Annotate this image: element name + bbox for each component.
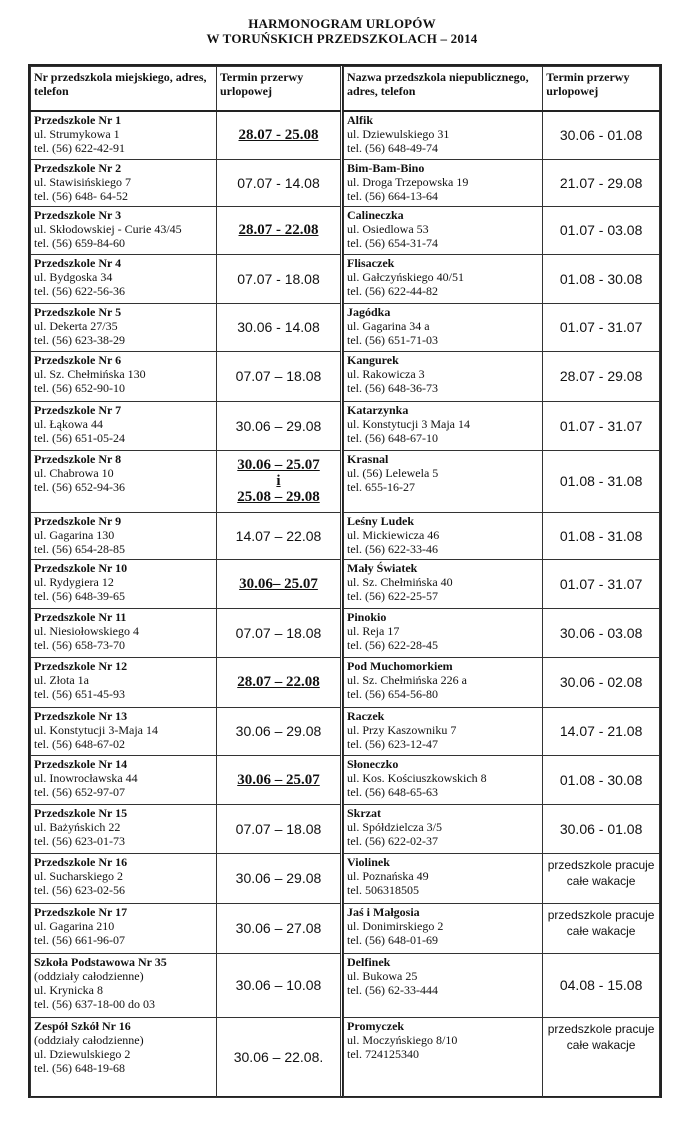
vacation-term-text: 07.07 - 14.08	[237, 174, 320, 191]
kindergarten-info-cell	[31, 159, 217, 206]
kindergarten-name: Violinek	[347, 854, 390, 869]
kindergarten-detail-line: tel. (56) 654-56-80	[347, 686, 438, 701]
kindergarten-info-cell	[344, 1017, 543, 1097]
kindergarten-name: Calineczka	[347, 207, 404, 222]
kindergarten-detail-line: ul. Rydygiera 12	[34, 574, 114, 589]
header-public-name: Nr przedszkola miejskiego, adres, telefon	[31, 67, 217, 112]
vacation-term-cell	[543, 111, 660, 159]
kindergarten-info-cell	[344, 804, 543, 853]
kindergarten-name: Przedszkole Nr 1	[34, 113, 122, 127]
table-row	[31, 953, 341, 1017]
kindergarten-detail-line: ul. Sucharskiego 2	[34, 868, 123, 883]
kindergarten-info-cell	[344, 559, 543, 608]
kindergarten-detail-line: ul. Reja 17	[347, 623, 400, 638]
kindergarten-info-cell	[31, 206, 217, 254]
kindergarten-detail-line: ul. Rakowicza 3	[347, 366, 425, 381]
kindergarten-detail-line: tel. 506318505	[347, 882, 419, 897]
vacation-term-text: przedszkole pracuje	[547, 1021, 655, 1036]
kindergarten-info-cell	[31, 401, 217, 450]
kindergarten-detail-line: ul. Bażyńskich 22	[34, 819, 121, 834]
kindergarten-info-cell	[344, 303, 543, 351]
table-row	[344, 1017, 660, 1097]
kindergarten-detail-line: tel. (56) 661-96-07	[34, 932, 125, 947]
vacation-term-text: 14.07 – 22.08	[235, 527, 322, 544]
private-kindergartens-table	[343, 66, 660, 1098]
vacation-term-text: 30.06 - 01.08	[559, 820, 643, 837]
table-row	[344, 559, 660, 608]
vacation-term-cell	[217, 853, 341, 903]
vacation-term-cell	[543, 608, 660, 657]
vacation-term-text: przedszkole pracuje	[547, 857, 655, 872]
table-row	[344, 111, 660, 159]
vacation-term-cell	[217, 206, 341, 254]
kindergarten-info-cell	[31, 450, 217, 512]
table-row	[344, 159, 660, 206]
kindergarten-detail-line: ul. Kos. Kościuszkowskich 8	[347, 770, 487, 785]
table-row	[344, 853, 660, 903]
vacation-term-cell	[217, 559, 341, 608]
kindergarten-detail-line: tel. 724125340	[347, 1046, 419, 1061]
kindergarten-detail-line: ul. Gagarina 34 a	[347, 318, 430, 333]
kindergarten-info-cell	[344, 755, 543, 804]
kindergarten-name: Przedszkole Nr 8	[34, 451, 122, 466]
kindergarten-name: Słoneczko	[347, 756, 399, 771]
kindergarten-detail-line: (oddziały całodzienne)	[34, 968, 144, 983]
header-private-name: Nazwa przedszkola niepublicznego, adres, telefon	[344, 67, 543, 112]
table-row	[344, 254, 660, 303]
kindergarten-detail-line: ul. Skłodowskiej - Curie 43/45	[34, 221, 182, 236]
kindergarten-detail-line: ul. Strumykowa 1	[34, 127, 120, 141]
vacation-term-cell	[543, 450, 660, 512]
vacation-term-cell	[217, 608, 341, 657]
vacation-term-cell	[543, 707, 660, 755]
kindergarten-name: Flisaczek	[347, 255, 395, 270]
kindergarten-info-cell	[31, 559, 217, 608]
kindergarten-name: Przedszkole Nr 13	[34, 708, 128, 723]
vacation-term-text: 28.07 - 25.08	[238, 127, 319, 144]
vacation-term-text: 07.07 - 18.08	[237, 270, 320, 287]
kindergarten-info-cell	[344, 608, 543, 657]
kindergarten-detail-line: tel. (56) 623-12-47	[347, 736, 438, 751]
kindergarten-detail-line: ul. Moczyńskiego 8/10	[347, 1032, 458, 1047]
kindergarten-detail-line: tel. (56) 622-33-46	[347, 541, 438, 556]
kindergarten-name: Skrzat	[347, 805, 381, 820]
kindergarten-detail-line: ul. Konstytucji 3 Maja 14	[347, 416, 470, 431]
kindergarten-name: Przedszkole Nr 3	[34, 207, 122, 222]
kindergarten-detail-line: ul. Dziewulskiego 31	[347, 127, 450, 141]
vacation-term-text: całe wakacje	[566, 923, 636, 938]
vacation-term-text: 28.07 - 29.08	[559, 368, 643, 384]
kindergarten-detail-line: ul. Niesiołowskiego 4	[34, 623, 139, 638]
kindergarten-info-cell	[31, 512, 217, 559]
table-header-row	[31, 67, 341, 112]
kindergarten-info-cell	[344, 111, 543, 159]
kindergarten-detail-line: tel. (56) 652-90-10	[34, 380, 125, 395]
kindergarten-detail-line: tel. (56) 652-94-36	[34, 479, 125, 494]
kindergarten-name: Przedszkole Nr 15	[34, 805, 128, 820]
vacation-term-text: 30.06 – 27.08	[235, 920, 322, 936]
vacation-term-cell	[217, 804, 341, 853]
kindergarten-detail-line: tel. (56) 648-65-63	[347, 784, 438, 799]
vacation-term-text: 30.06 – 22.08.	[233, 1049, 324, 1065]
kindergarten-info-cell	[31, 804, 217, 853]
kindergarten-detail-line: tel. (56) 622-56-36	[34, 283, 125, 298]
kindergarten-name: Przedszkole Nr 7	[34, 402, 122, 417]
vacation-term-text: 30.06 - 03.08	[559, 624, 643, 641]
vacation-term-cell	[543, 254, 660, 303]
kindergarten-detail-line: tel. (56) 622-02-37	[347, 833, 438, 848]
table-row	[31, 111, 341, 159]
vacation-term-text: 30.06 – 29.08	[235, 870, 322, 886]
kindergarten-detail-line: tel. (56) 648-36-73	[347, 380, 438, 395]
kindergarten-info-cell	[31, 755, 217, 804]
kindergarten-detail-line: ul. Konstytucji 3-Maja 14	[34, 722, 158, 737]
vacation-term-cell	[543, 1017, 660, 1097]
vacation-term-text: 30.06 – 25.07	[237, 771, 320, 788]
kindergarten-detail-line: ul. Sz. Chełmińska 130	[34, 366, 146, 381]
kindergarten-detail-line: ul. Chabrowa 10	[34, 465, 114, 480]
kindergarten-name: Raczek	[347, 708, 385, 723]
title-line-1: HARMONOGRAM URLOPÓW	[248, 16, 436, 31]
table-row	[344, 608, 660, 657]
kindergarten-detail-line: tel. (56) 623-01-73	[34, 833, 125, 848]
table-row	[344, 206, 660, 254]
kindergarten-name: Kangurek	[347, 352, 399, 367]
vacation-term-text: 01.07 - 03.08	[559, 222, 643, 238]
kindergarten-name: Przedszkole Nr 14	[34, 756, 128, 771]
vacation-term-cell	[217, 707, 341, 755]
kindergarten-name: Jaś i Małgosia	[347, 904, 420, 919]
kindergarten-info-cell	[31, 111, 217, 159]
kindergarten-name: Przedszkole Nr 10	[34, 560, 128, 575]
vacation-term-text: 30.06 - 14.08	[237, 319, 320, 335]
kindergarten-detail-line: (oddziały całodzienne)	[34, 1032, 144, 1047]
kindergarten-detail-line: tel. (56) 648-49-74	[347, 141, 438, 155]
kindergarten-detail-line: tel. 655-16-27	[347, 479, 415, 494]
vacation-term-cell	[543, 903, 660, 953]
vacation-term-cell	[217, 512, 341, 559]
kindergarten-detail-line: ul. Gagarina 130	[34, 527, 115, 542]
vacation-term-text: 04.08 - 15.08	[559, 977, 643, 993]
vacation-term-cell	[543, 401, 660, 450]
kindergarten-detail-line: ul. Łąkowa 44	[34, 416, 103, 431]
table-row	[344, 401, 660, 450]
kindergarten-detail-line: tel. (56) 62-33-444	[347, 982, 438, 997]
vacation-term-text: i	[276, 473, 281, 489]
table-row	[344, 903, 660, 953]
vacation-term-cell	[543, 303, 660, 351]
kindergarten-detail-line: ul. Inowrocławska 44	[34, 770, 138, 785]
kindergarten-name: Delfinek	[347, 954, 391, 969]
vacation-term-cell	[217, 254, 341, 303]
kindergarten-info-cell	[344, 953, 543, 1017]
vacation-term-text: całe wakacje	[566, 873, 636, 888]
kindergarten-info-cell	[31, 303, 217, 351]
table-row	[31, 1017, 341, 1097]
kindergarten-info-cell	[31, 903, 217, 953]
kindergarten-info-cell	[31, 608, 217, 657]
table-row	[344, 512, 660, 559]
kindergarten-detail-line: tel. (56) 622-42-91	[34, 141, 125, 155]
kindergarten-detail-line: tel. (56) 648-67-02	[34, 736, 125, 751]
vacation-term-cell	[217, 657, 341, 707]
vacation-term-cell	[217, 159, 341, 206]
kindergarten-detail-line: ul. Sz. Chełmińska 226 a	[347, 672, 467, 687]
kindergarten-detail-line: ul. Bydgoska 34	[34, 269, 113, 284]
table-row	[344, 351, 660, 401]
kindergarten-detail-line: tel. (56) 664-13-64	[347, 188, 438, 203]
table-row	[31, 303, 341, 351]
vacation-term-cell	[543, 953, 660, 1017]
kindergarten-detail-line: ul. Dekerta 27/35	[34, 318, 118, 333]
table-row	[31, 657, 341, 707]
kindergarten-detail-line: tel. (56) 651-45-93	[34, 686, 125, 701]
kindergarten-detail-line: tel. (56) 623-02-56	[34, 882, 125, 897]
vacation-term-text: 07.07 – 18.08	[235, 368, 322, 384]
vacation-term-text: 01.08 - 30.08	[559, 270, 643, 287]
kindergarten-name: Pod Muchomorkiem	[347, 658, 453, 673]
kindergarten-detail-line: ul. Stawisińskiego 7	[34, 174, 132, 189]
kindergarten-info-cell	[344, 512, 543, 559]
kindergarten-info-cell	[344, 450, 543, 512]
vacation-term-text: 01.08 - 31.08	[559, 527, 643, 544]
vacation-term-cell	[217, 111, 341, 159]
kindergarten-name: Przedszkole Nr 4	[34, 255, 122, 270]
private-kindergartens-column	[343, 66, 660, 1098]
kindergarten-detail-line: tel. (56) 648-39-65	[34, 588, 125, 603]
kindergarten-detail-line: ul. Krynicka 8	[34, 982, 103, 997]
vacation-term-text: 07.07 – 18.08	[235, 624, 322, 641]
kindergarten-detail-line: tel. (56) 659-84-60	[34, 235, 125, 250]
kindergarten-detail-line: tel. (56) 654-28-85	[34, 541, 125, 556]
kindergarten-detail-line: tel. (56) 651-71-03	[347, 332, 438, 347]
table-row	[344, 450, 660, 512]
kindergarten-name: Krasnal	[347, 451, 389, 466]
kindergarten-detail-line: ul. Przy Kaszowniku 7	[347, 722, 457, 737]
vacation-term-text: 01.07 - 31.07	[559, 417, 643, 434]
vacation-term-cell	[543, 657, 660, 707]
vacation-term-text: całe wakacje	[566, 1037, 636, 1052]
kindergarten-name: Przedszkole Nr 2	[34, 160, 122, 175]
kindergarten-info-cell	[31, 254, 217, 303]
vacation-term-text: 30.06 - 02.08	[559, 674, 643, 690]
kindergarten-detail-line: tel. (56) 622-44-82	[347, 283, 438, 298]
table-row	[344, 755, 660, 804]
kindergarten-info-cell	[31, 1017, 217, 1097]
table-row	[31, 608, 341, 657]
table-row	[344, 804, 660, 853]
kindergarten-detail-line: ul. Sz. Chełmińska 40	[347, 574, 453, 589]
title-line-2: W TORUŃSKICH PRZEDSZKOLACH – 2014	[206, 31, 478, 46]
kindergarten-detail-line: ul. Droga Trzepowska 19	[347, 174, 469, 189]
kindergarten-detail-line: tel. (56) 623-38-29	[34, 332, 125, 347]
kindergarten-detail-line: ul. Gagarina 210	[34, 918, 115, 933]
vacation-term-cell	[543, 755, 660, 804]
vacation-term-text: 28.07 - 22.08	[238, 222, 319, 238]
kindergarten-detail-line: ul. Złota 1a	[34, 672, 89, 687]
kindergarten-info-cell	[344, 206, 543, 254]
kindergarten-info-cell	[31, 953, 217, 1017]
table-row	[31, 903, 341, 953]
vacation-term-cell	[217, 1017, 341, 1097]
vacation-term-cell	[217, 903, 341, 953]
kindergarten-info-cell	[344, 351, 543, 401]
kindergarten-detail-line: tel. (56) 648- 64-52	[34, 188, 128, 203]
table-row	[31, 512, 341, 559]
vacation-term-text: 30.06 – 29.08	[235, 723, 322, 739]
table-row	[31, 559, 341, 608]
document-title	[0, 16, 684, 46]
vacation-term-cell	[217, 953, 341, 1017]
kindergarten-detail-line: tel. (56) 648-67-10	[347, 430, 438, 445]
vacation-term-cell	[217, 351, 341, 401]
kindergarten-detail-line: tel. (56) 622-28-45	[347, 637, 438, 652]
kindergarten-name: Przedszkole Nr 17	[34, 904, 128, 919]
table-row	[344, 953, 660, 1017]
kindergarten-info-cell	[344, 401, 543, 450]
vacation-term-text: 30.06 – 10.08	[235, 977, 322, 993]
kindergarten-detail-line: ul. Poznańska 49	[347, 868, 429, 883]
kindergarten-detail-line: ul. Gałczyńskiego 40/51	[347, 269, 464, 284]
kindergarten-info-cell	[344, 657, 543, 707]
kindergarten-name: Przedszkole Nr 12	[34, 658, 128, 673]
kindergarten-detail-line: ul. Spółdzielcza 3/5	[347, 819, 442, 834]
header-private-term: Termin przerwy urlopowej	[543, 67, 660, 112]
kindergarten-name: Alfik	[347, 113, 374, 127]
vacation-term-cell	[543, 351, 660, 401]
kindergarten-info-cell	[344, 159, 543, 206]
vacation-term-text: 30.06 - 01.08	[559, 127, 643, 144]
kindergarten-detail-line: ul. Donimirskiego 2	[347, 918, 444, 933]
vacation-term-cell	[543, 804, 660, 853]
kindergarten-name: Jagódka	[347, 304, 391, 319]
vacation-term-text: 14.07 - 21.08	[559, 723, 643, 739]
table-row	[344, 303, 660, 351]
kindergarten-detail-line: tel. (56) 651-05-24	[34, 430, 125, 445]
kindergarten-name: Przedszkole Nr 16	[34, 854, 128, 869]
kindergarten-name: Szkoła Podstawowa Nr 35	[34, 954, 167, 969]
kindergarten-name: Przedszkole Nr 6	[34, 352, 122, 367]
vacation-term-cell	[217, 755, 341, 804]
vacation-term-text: 21.07 - 29.08	[559, 174, 643, 191]
vacation-term-text: 30.06 – 29.08	[235, 417, 322, 434]
kindergarten-info-cell	[31, 707, 217, 755]
vacation-term-cell	[217, 450, 341, 512]
vacation-term-text: 07.07 – 18.08	[235, 820, 322, 837]
public-kindergartens-table	[30, 66, 341, 1098]
table-row	[31, 206, 341, 254]
vacation-term-text: 28.07 – 22.08	[237, 674, 320, 690]
vacation-term-cell	[217, 303, 341, 351]
vacation-term-text: 30.06– 25.07	[239, 575, 318, 592]
schedule-table	[28, 64, 662, 1098]
kindergarten-info-cell	[31, 657, 217, 707]
vacation-term-text: 01.08 - 31.08	[559, 473, 643, 489]
table-row	[31, 853, 341, 903]
kindergarten-name: Katarzynka	[347, 402, 409, 417]
vacation-term-cell	[543, 559, 660, 608]
vacation-term-text: przedszkole pracuje	[547, 907, 655, 922]
table-row	[31, 401, 341, 450]
vacation-term-text: 01.07 - 31.07	[559, 575, 643, 592]
vacation-term-text: 25.08 – 29.08	[237, 489, 320, 505]
kindergarten-info-cell	[31, 853, 217, 903]
kindergarten-detail-line: ul. Bukowa 25	[347, 968, 418, 983]
kindergarten-detail-line: ul. Mickiewicza 46	[347, 527, 440, 542]
kindergarten-name: Przedszkole Nr 5	[34, 304, 122, 319]
kindergarten-name: Przedszkole Nr 11	[34, 609, 127, 624]
kindergarten-name: Mały Światek	[347, 560, 418, 575]
table-row	[31, 351, 341, 401]
header-public-term: Termin przerwy urlopowej	[217, 67, 341, 112]
kindergarten-detail-line: tel. (56) 654-31-74	[347, 235, 438, 250]
kindergarten-detail-line: tel. (56) 658-73-70	[34, 637, 125, 652]
vacation-term-cell	[543, 512, 660, 559]
kindergarten-info-cell	[344, 903, 543, 953]
kindergarten-info-cell	[344, 853, 543, 903]
table-row	[31, 450, 341, 512]
vacation-term-text: 01.08 - 30.08	[559, 771, 643, 788]
public-rows	[31, 111, 341, 1097]
private-rows	[344, 111, 660, 1097]
vacation-term-text: 30.06 – 25.07	[237, 457, 320, 473]
kindergarten-name: Przedszkole Nr 9	[34, 513, 122, 528]
kindergarten-detail-line: tel. (56) 648-01-69	[347, 932, 438, 947]
vacation-term-cell	[217, 401, 341, 450]
table-row	[31, 755, 341, 804]
vacation-term-text: 01.07 - 31.07	[559, 319, 643, 335]
kindergarten-detail-line: tel. (56) 637-18-00 do 03	[34, 996, 155, 1011]
kindergarten-info-cell	[344, 707, 543, 755]
kindergarten-name: Bim-Bam-Bino	[347, 160, 425, 175]
vacation-term-cell	[543, 206, 660, 254]
vacation-term-cell	[543, 853, 660, 903]
public-kindergartens-column	[30, 66, 343, 1098]
kindergarten-detail-line: tel. (56) 648-19-68	[34, 1060, 125, 1075]
table-row	[31, 159, 341, 206]
table-row	[31, 707, 341, 755]
table-header-row	[344, 67, 660, 112]
table-row	[31, 804, 341, 853]
vacation-term-cell	[543, 159, 660, 206]
kindergarten-detail-line: ul. Dziewulskiego 2	[34, 1046, 131, 1061]
kindergarten-name: Zespół Szkół Nr 16	[34, 1018, 131, 1033]
table-row	[344, 707, 660, 755]
kindergarten-name: Leśny Ludek	[347, 513, 415, 528]
table-row	[344, 657, 660, 707]
kindergarten-info-cell	[31, 351, 217, 401]
kindergarten-detail-line: ul. (56) Lelewela 5	[347, 465, 439, 480]
kindergarten-name: Pinokio	[347, 609, 387, 624]
kindergarten-detail-line: ul. Osiedlowa 53	[347, 221, 429, 236]
kindergarten-detail-line: tel. (56) 622-25-57	[347, 588, 438, 603]
table-row	[31, 254, 341, 303]
kindergarten-detail-line: tel. (56) 652-97-07	[34, 784, 125, 799]
kindergarten-info-cell	[344, 254, 543, 303]
kindergarten-name: Promyczek	[347, 1018, 405, 1033]
